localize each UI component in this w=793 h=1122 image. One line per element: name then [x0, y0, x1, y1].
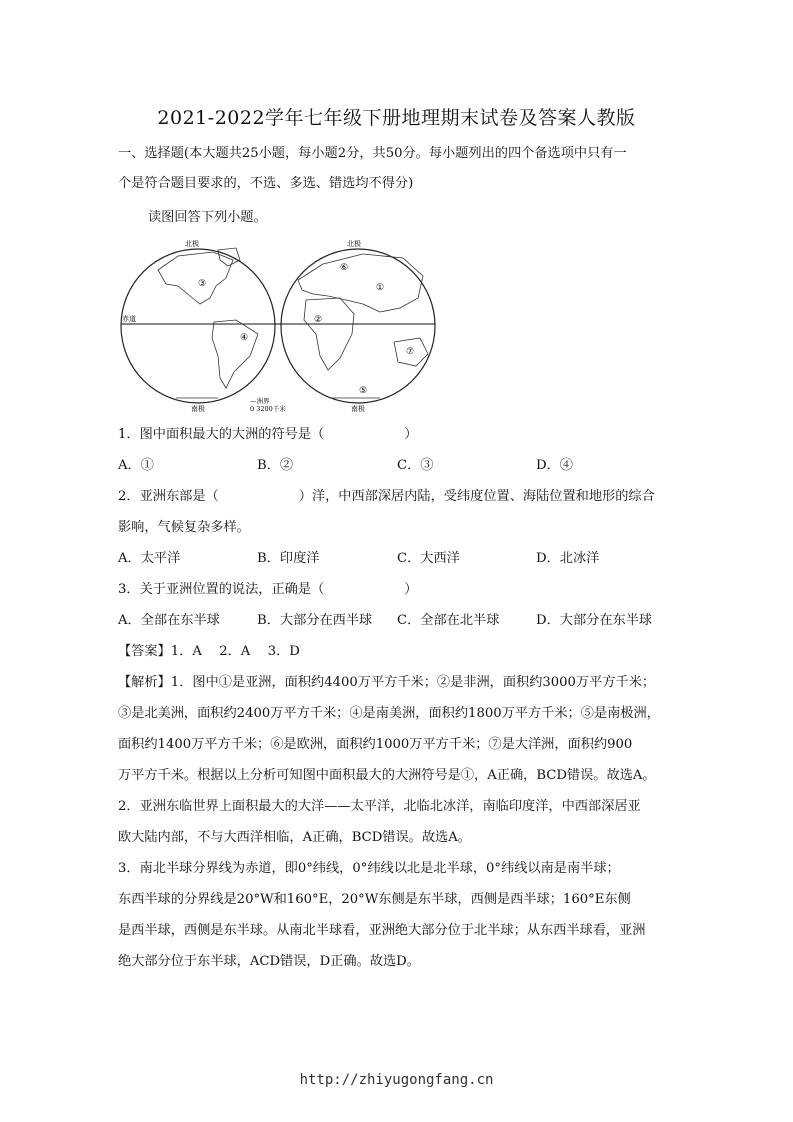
page-title: 2021-2022学年七年级下册地理期末试卷及答案人教版: [157, 107, 636, 129]
analysis-line: 2．亚洲东临世界上面积最大的大洋——太平洋，北临北冰洋，南临印度洋，中西部深居亚: [118, 799, 641, 814]
question-3-option-c: C．全部在北半球: [397, 613, 500, 628]
question-2-option-d: D．北冰洋: [536, 551, 600, 566]
question-2-text: 2．亚洲东部是（: [118, 489, 219, 504]
eastern-hemisphere-outline: [281, 249, 435, 403]
analysis-line: 【解析】1．图中①是亚洲，面积约4400万平方千米；②是非洲，面积约3000万平方千米；: [118, 675, 656, 690]
question-1-stem: [118, 425, 417, 445]
question-1-option-b: B．②: [257, 458, 294, 473]
south-pole-left-label: 南极: [191, 405, 205, 413]
question-2-option-b: B．印度洋: [257, 551, 320, 566]
marker-4: ④: [240, 333, 249, 343]
question-1-option-a: A．①: [118, 458, 154, 473]
section-heading-line-2: 个是符合题目要求的，不选、多选、错选均不得分): [118, 176, 414, 191]
question-3-option-a: A．全部在东半球: [118, 613, 220, 628]
equator-label: 赤道: [122, 315, 136, 323]
question-2-option-c: C．大西洋: [397, 551, 460, 566]
north-pole-right-label: 北极: [347, 240, 361, 248]
question-3-stem: [118, 580, 417, 600]
question-3-option-b: B．大部分在西半球: [257, 613, 373, 628]
analysis-line: ③是北美洲，面积约2400万平方千米；④是南美洲，面积约1800万平方千米；⑤是南极洲，: [118, 706, 660, 721]
scale-label: 0 3200千米: [250, 405, 286, 413]
question-2-text-end: ）洋，中西部深居内陆，受纬度位置、海陆位置和地形的综合: [298, 489, 655, 504]
analysis-line: 面积约1400万平方千米；⑥是欧洲，面积约1000万平方千米；⑦是大洋洲，面积约900: [118, 737, 633, 752]
question-3-text-end: ）: [404, 582, 418, 597]
footer-url[interactable]: http://zhiyugongfang.cn: [299, 1072, 494, 1088]
analysis-line: 东西半球的分界线是20°W和160°E，20°W东侧是东半球，西侧是西半球；160°E东侧: [118, 892, 631, 907]
africa-shape: [304, 298, 354, 370]
marker-5: ⑤: [359, 386, 368, 396]
marker-6: ⑥: [340, 263, 349, 273]
marker-3: ③: [198, 279, 207, 289]
question-1-text-end: ）: [404, 427, 418, 442]
question-3-text: 3．关于亚洲位置的说法，正确是（: [118, 582, 325, 597]
section-heading-line-1: 一、选择题(本大题共25小题，每小题2分，共50分。每小题列出的四个备选项中只有一: [118, 146, 627, 161]
question-3-option-d: D．大部分在东半球: [536, 613, 653, 628]
analysis-line: 3．南北半球分界线为赤道，即0°纬线，0°纬线以北是北半球，0°纬线以南是南半球；: [118, 861, 620, 876]
answer-line: 【答案】1．A 2．A 3．D: [118, 644, 300, 659]
question-2-stem: [118, 487, 655, 507]
analysis-line: 绝大部分位于东半球，ACD错误，D正确。故选D。: [118, 954, 420, 969]
greenland-shape: [218, 248, 240, 266]
intro-text: 读图回答下列小题。: [148, 210, 267, 225]
analysis-line: 欧大陆内部，不与大西洋相临，A正确，BCD错误。故选A。: [118, 830, 471, 845]
north-america-shape: [158, 252, 233, 304]
question-1-text: 1．图中面积最大的大洲的符号是（: [118, 427, 325, 442]
analysis-line: 是西半球，西侧是东半球。从南北半球看，亚洲绝大部分位于北半球；从东西半球看，亚洲: [118, 923, 646, 938]
analysis-line: 万平方千米。根据以上分析可知图中面积最大的大洲符号是①，A正确，BCD错误。故选A。: [118, 768, 656, 783]
south-pole-right-label: 南极: [351, 405, 365, 413]
south-america-shape: [212, 320, 258, 388]
question-2-option-a: A．太平洋: [118, 551, 181, 566]
question-1-option-c: C．③: [397, 458, 434, 473]
marker-2: ②: [314, 315, 323, 325]
marker-7: ⑦: [406, 347, 415, 357]
eurasia-shape: [298, 254, 423, 312]
question-1-option-d: D．④: [536, 458, 573, 473]
north-pole-left-label: 北极: [185, 240, 199, 248]
marker-1: ①: [376, 283, 385, 293]
question-2-stem-line-2: 影响，气候复杂多样。: [118, 520, 250, 535]
legend-label: —洲界: [250, 397, 270, 405]
western-hemisphere-outline: [121, 249, 275, 403]
world-hemispheres-map: [118, 238, 438, 413]
